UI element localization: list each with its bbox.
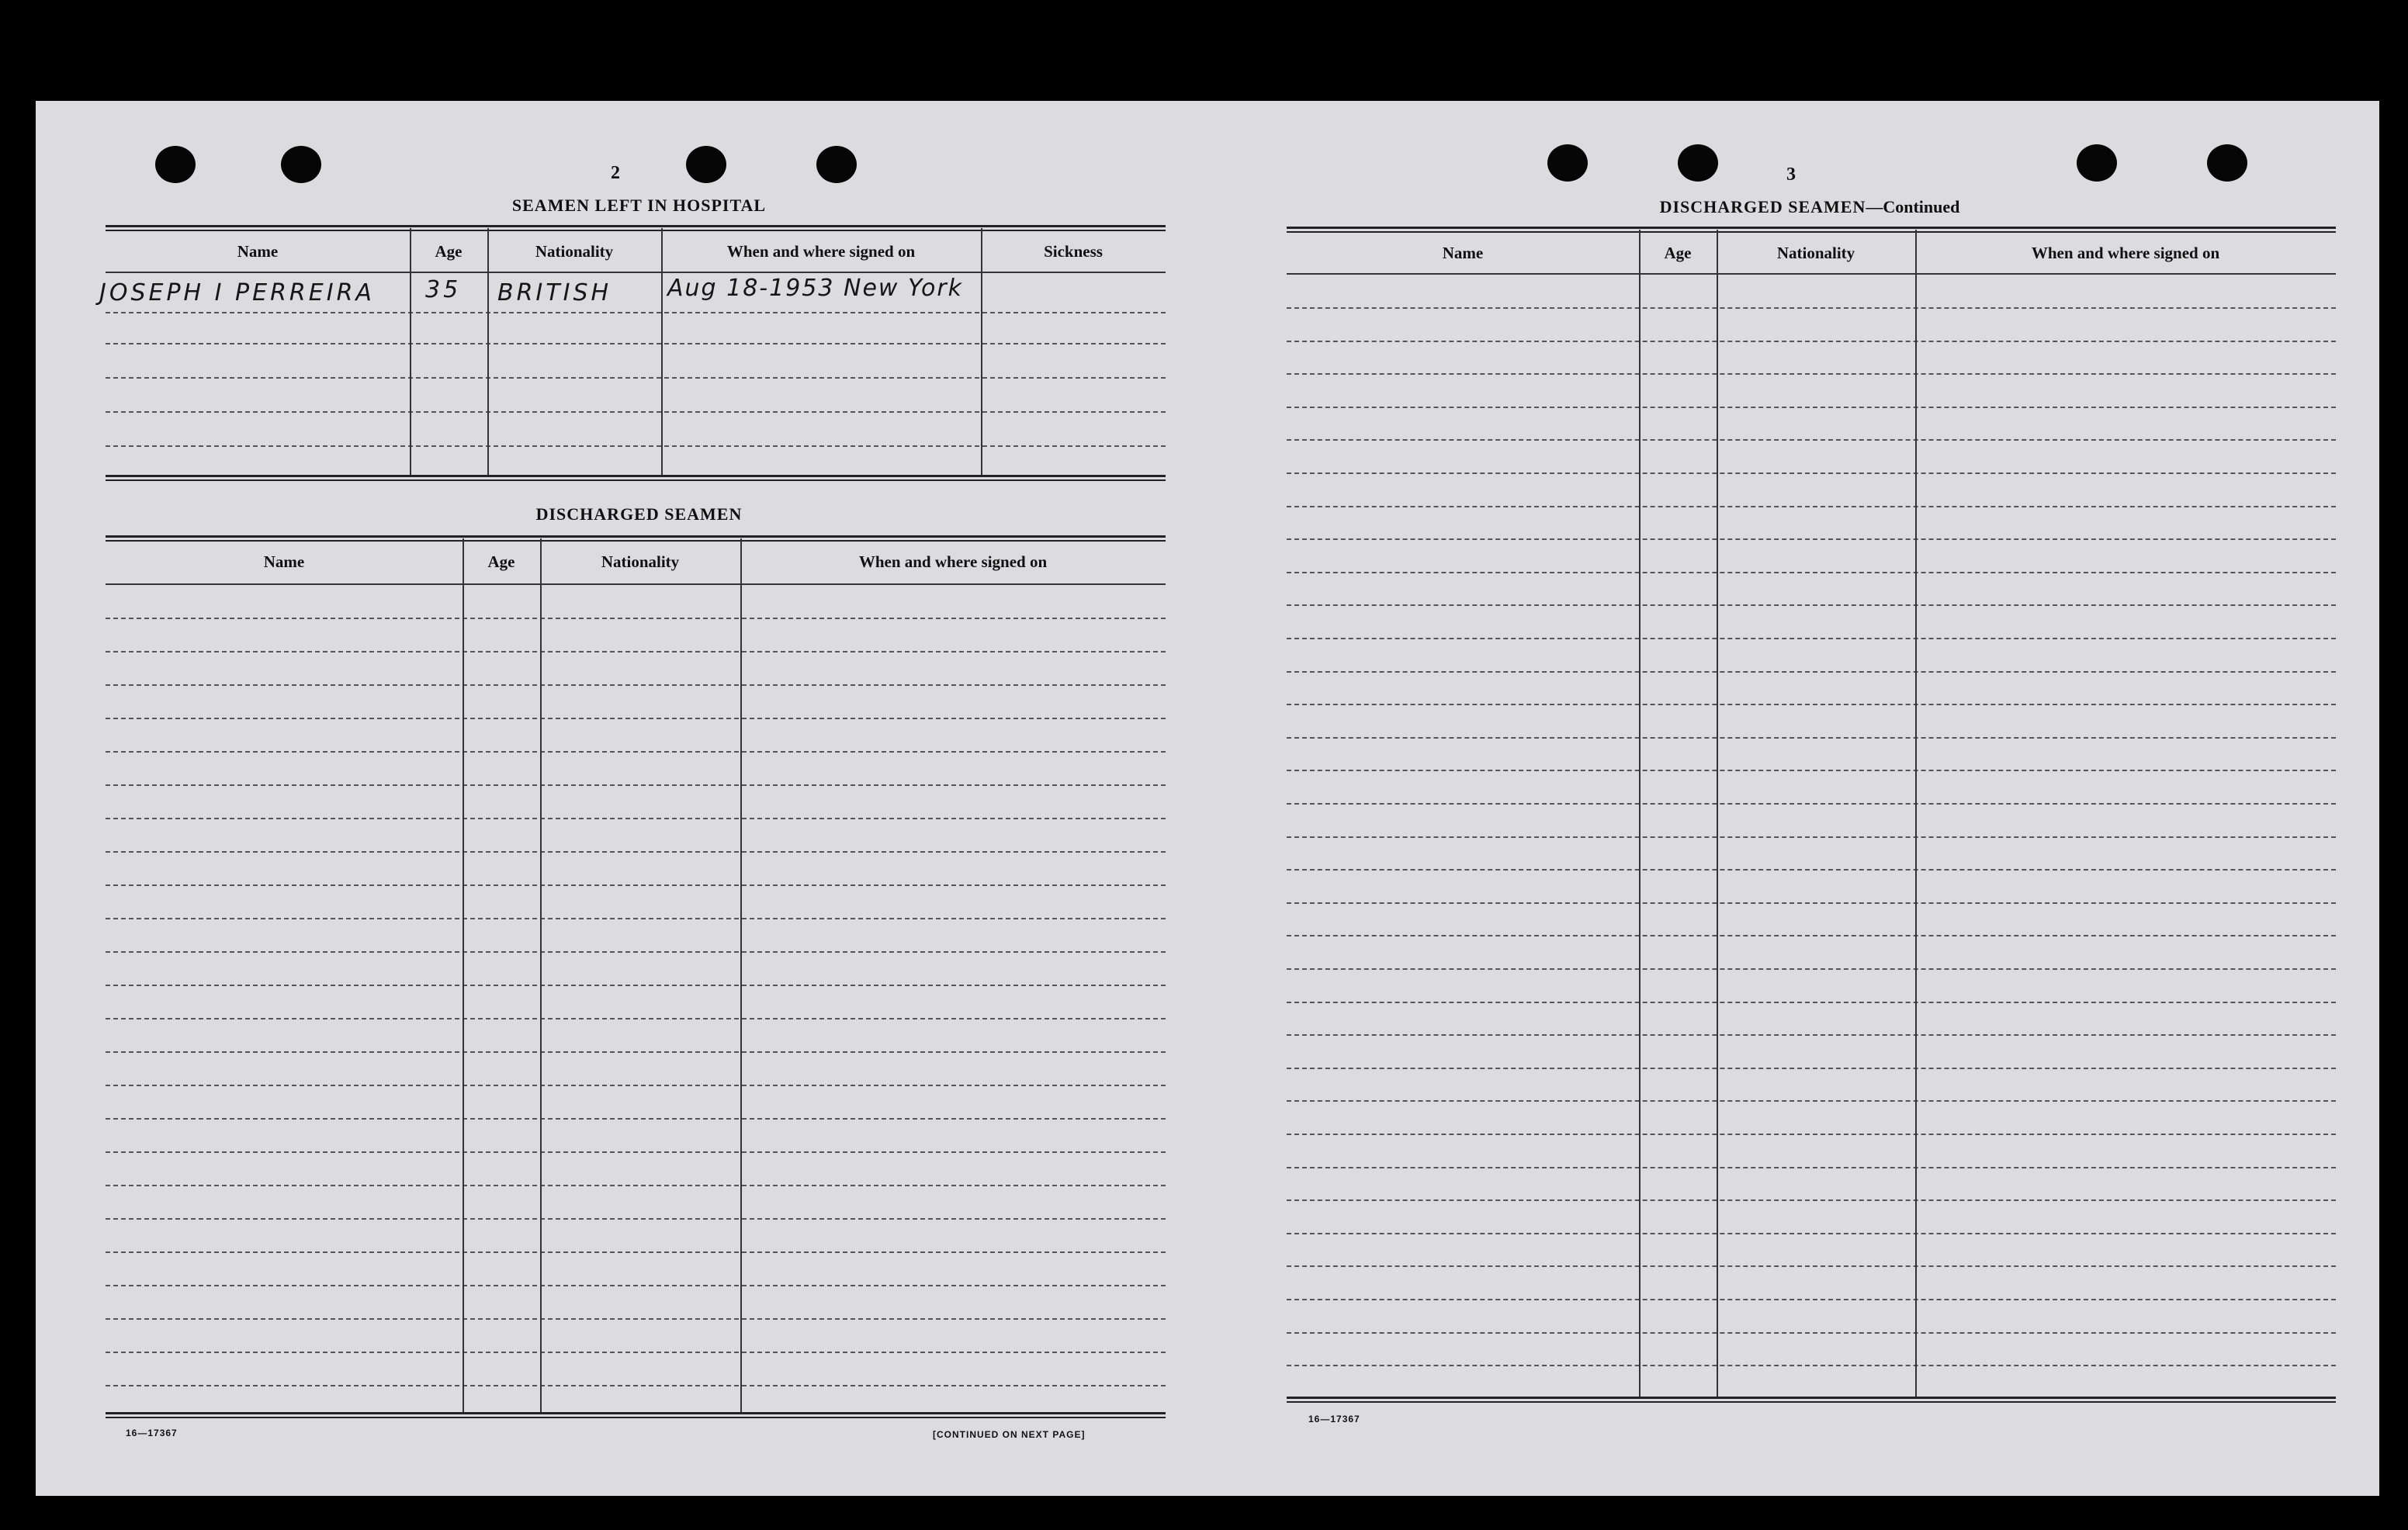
punch-hole bbox=[155, 146, 196, 183]
ruled-line bbox=[1287, 1100, 2336, 1102]
ruled-line bbox=[1287, 506, 2336, 507]
ruled-line bbox=[106, 918, 1166, 919]
ruled-line bbox=[1287, 737, 2336, 739]
col-header-nationality: Nationality bbox=[535, 242, 614, 261]
ruled-line bbox=[1287, 836, 2336, 838]
ruled-line bbox=[1287, 341, 2336, 342]
ruled-line bbox=[106, 618, 1166, 619]
ruled-line bbox=[106, 884, 1166, 886]
ruled-line bbox=[106, 784, 1166, 786]
punch-hole bbox=[1547, 144, 1588, 182]
ruled-line bbox=[106, 1085, 1166, 1086]
ruled-line bbox=[1287, 373, 2336, 375]
page-number-left: 2 bbox=[611, 163, 620, 183]
col-header-age: Age bbox=[435, 242, 463, 261]
col-header-nationality: Nationality bbox=[1776, 244, 1855, 262]
col-header-name: Name bbox=[1442, 244, 1484, 262]
ruled-line bbox=[106, 985, 1166, 986]
ruled-line bbox=[106, 718, 1166, 719]
ruled-line bbox=[1287, 704, 2336, 705]
ruled-line bbox=[1287, 1233, 2336, 1234]
hospital-section-title: SEAMEN LEFT IN HOSPITAL bbox=[511, 196, 767, 215]
ruled-line bbox=[106, 1185, 1166, 1186]
form-number-right: 16—17367 bbox=[1308, 1414, 1360, 1424]
punch-hole bbox=[686, 146, 726, 183]
ruled-line bbox=[106, 751, 1166, 753]
col-header-signed-on: When and where signed on bbox=[858, 552, 1048, 571]
punch-hole bbox=[2077, 144, 2117, 182]
ruled-line bbox=[1287, 604, 2336, 606]
ruled-line bbox=[106, 818, 1166, 819]
col-header-name: Name bbox=[263, 552, 305, 571]
ruled-line bbox=[106, 684, 1166, 686]
continued-note: [CONTINUED ON NEXT PAGE] bbox=[933, 1429, 1086, 1440]
page-number-right: 3 bbox=[1786, 164, 1796, 185]
ruled-line bbox=[1287, 803, 2336, 805]
ruled-line bbox=[1287, 1332, 2336, 1334]
col-header-signed-on: When and where signed on bbox=[726, 242, 916, 261]
ruled-line bbox=[1287, 472, 2336, 474]
punch-hole bbox=[2207, 144, 2247, 182]
ruled-line bbox=[1287, 968, 2336, 970]
ruled-line bbox=[1287, 572, 2336, 573]
ruled-line bbox=[106, 1118, 1166, 1120]
ruled-line bbox=[106, 1218, 1166, 1220]
ruled-line bbox=[1287, 1034, 2336, 1036]
form-number-left: 16—17367 bbox=[126, 1428, 178, 1438]
hospital-row-signed-on: Aug 18-1953 New York bbox=[667, 275, 964, 302]
discharged-table-right bbox=[1287, 227, 2336, 1507]
ruled-line bbox=[106, 1385, 1166, 1386]
discharged-table-left bbox=[106, 535, 1166, 1528]
punch-hole bbox=[816, 146, 857, 183]
ruled-line bbox=[1287, 671, 2336, 673]
col-header-age: Age bbox=[487, 552, 515, 571]
col-header-age: Age bbox=[1664, 244, 1692, 262]
col-header-signed-on: When and where signed on bbox=[2031, 244, 2220, 262]
title-suffix: —Continued bbox=[1866, 197, 1960, 216]
ruled-line bbox=[1287, 1134, 2336, 1135]
ruled-line bbox=[1287, 1299, 2336, 1300]
ruled-line bbox=[1287, 902, 2336, 904]
hospital-row-name: JOSEPH I PERREIRA bbox=[99, 279, 375, 306]
ruled-line bbox=[1287, 1199, 2336, 1201]
title-main: DISCHARGED SEAMEN bbox=[1659, 197, 1866, 216]
punch-hole bbox=[281, 146, 321, 183]
ruled-line bbox=[1287, 439, 2336, 441]
ruled-line bbox=[106, 651, 1166, 652]
ruled-line bbox=[106, 1251, 1166, 1253]
ruled-line bbox=[1287, 935, 2336, 936]
ruled-line bbox=[106, 951, 1166, 953]
ruled-line bbox=[1287, 307, 2336, 309]
ruled-line bbox=[1287, 1365, 2336, 1366]
discharged-section-title-left: DISCHARGED SEAMEN bbox=[535, 504, 743, 524]
hospital-row-nationality: BRITISH bbox=[497, 279, 612, 306]
ruled-line bbox=[106, 1285, 1166, 1286]
ruled-line bbox=[1287, 770, 2336, 771]
ruled-line bbox=[1287, 407, 2336, 408]
ruled-line bbox=[1287, 1265, 2336, 1267]
col-header-name: Name bbox=[237, 242, 279, 261]
ruled-line bbox=[106, 1051, 1166, 1053]
ruled-line bbox=[106, 1018, 1166, 1019]
ruled-line bbox=[1287, 1167, 2336, 1168]
ruled-line bbox=[106, 1151, 1166, 1153]
discharged-section-title-right bbox=[1285, 197, 2334, 217]
col-header-sickness: Sickness bbox=[1044, 242, 1103, 261]
ruled-line bbox=[1287, 538, 2336, 540]
col-header-nationality: Nationality bbox=[601, 552, 680, 571]
hospital-row-age: 35 bbox=[425, 276, 462, 303]
ruled-line bbox=[1287, 869, 2336, 871]
punch-hole bbox=[1678, 144, 1718, 182]
ruled-line bbox=[106, 1352, 1166, 1353]
ruled-line bbox=[1287, 1068, 2336, 1069]
ruled-line bbox=[106, 1318, 1166, 1320]
ruled-line bbox=[1287, 638, 2336, 639]
ruled-line bbox=[1287, 1002, 2336, 1003]
manifest-sheet bbox=[36, 101, 2379, 1496]
ruled-line bbox=[106, 851, 1166, 853]
